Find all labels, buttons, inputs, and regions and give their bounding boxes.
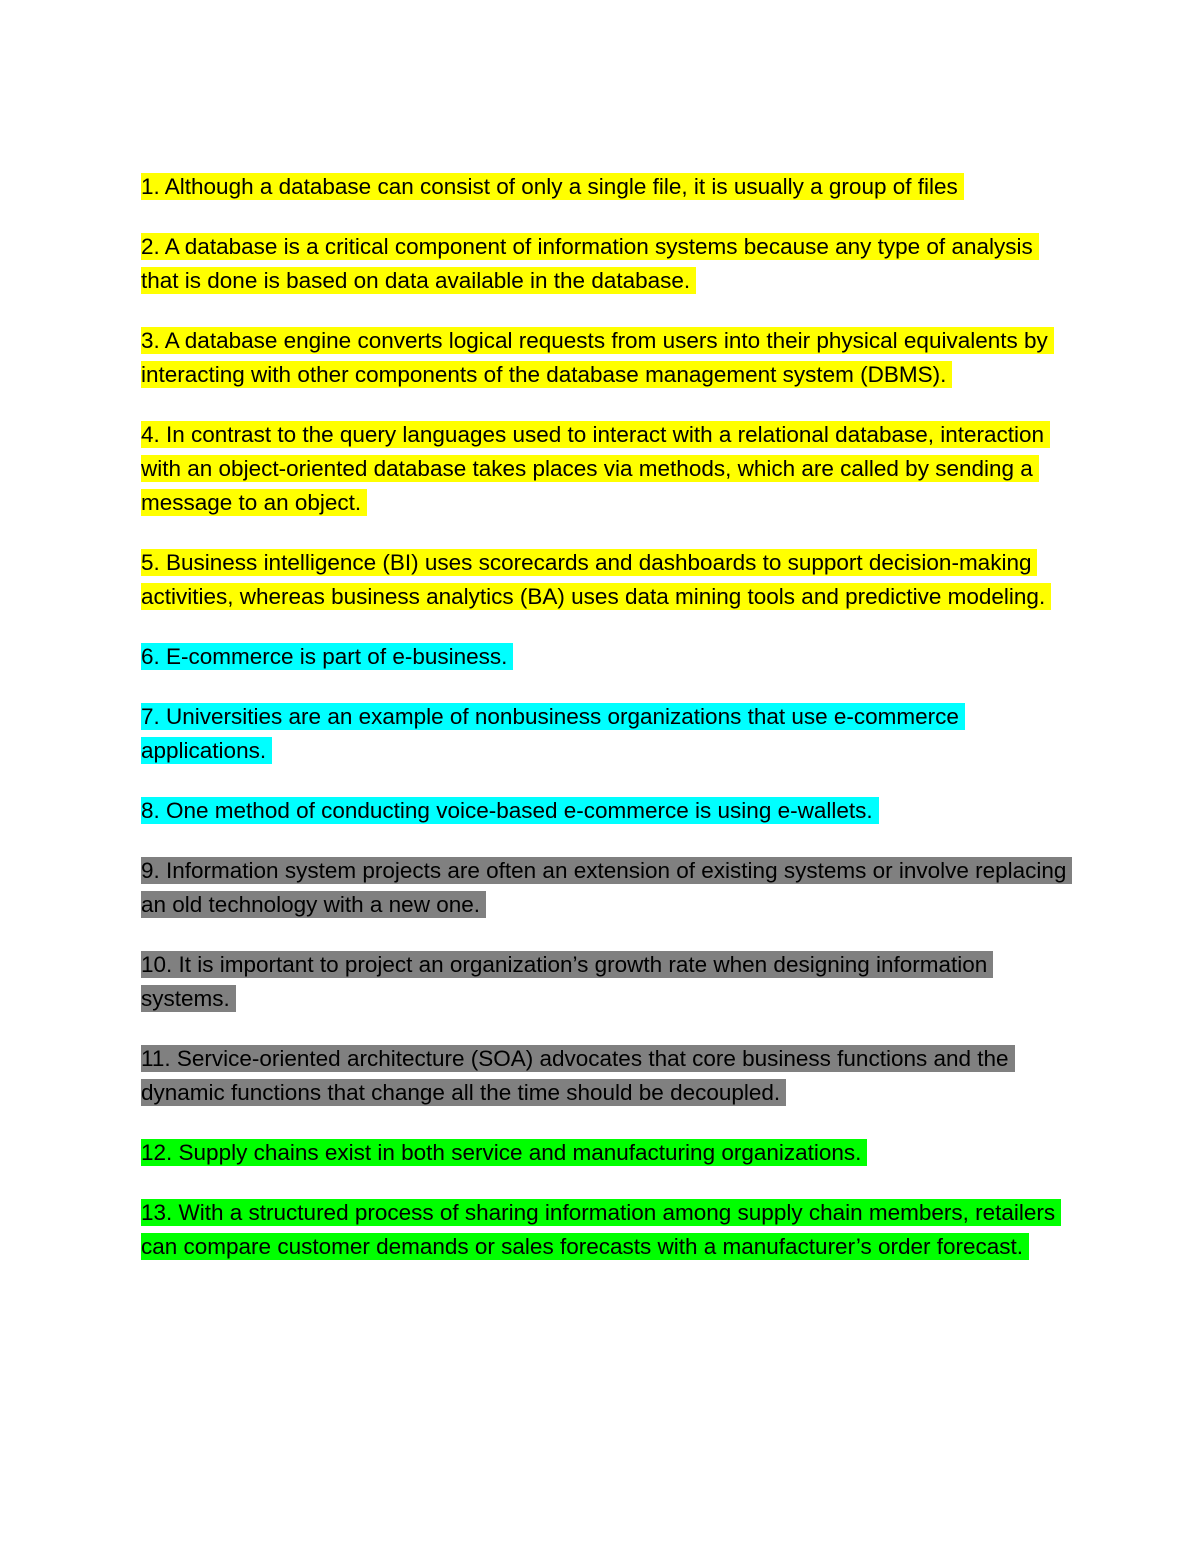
statement-11-text: 11. Service-oriented architecture (SOA) advocates that core business functions and the dynamic functions that change all the time should be decoupled. <box>141 1045 1015 1106</box>
statement-6 <box>141 640 1071 674</box>
statement-5-text: 5. Business intelligence (BI) uses scorecards and dashboards to support decision-making activities, whereas business analytics (BA) uses data mining tools and predictive modeling. <box>141 549 1051 610</box>
statement-3-text: 3. A database engine converts logical requests from users into their physical equivalents by interacting with other components of the database management system (DBMS). <box>141 327 1054 388</box>
statement-9-text: 9. Information system projects are often an extension of existing systems or involve replacing an old technology with a new one. <box>141 857 1072 918</box>
statement-4-text: 4. In contrast to the query languages used to interact with a relational database, interaction with an object-oriented database takes places via methods, which are called by sending a message to an object. <box>141 421 1050 516</box>
statement-10-text: 10. It is important to project an organization’s growth rate when designing information systems. <box>141 951 993 1012</box>
statement-10 <box>141 948 1071 1016</box>
statement-6-text: 6. E-commerce is part of e-business. <box>141 643 513 670</box>
statement-1-text: 1. Although a database can consist of only a single file, it is usually a group of files <box>141 173 964 200</box>
statement-2-text: 2. A database is a critical component of information systems because any type of analysis that is done is based on data available in the database. <box>141 233 1039 294</box>
statement-13-text: 13. With a structured process of sharing information among supply chain members, retailers can compare customer demands or sales forecasts with a manufacturer’s order forecast. <box>141 1199 1061 1260</box>
statement-5 <box>141 546 1071 614</box>
statement-1 <box>141 170 1071 204</box>
statement-12 <box>141 1136 1071 1170</box>
document-page <box>141 170 1071 1290</box>
statement-7 <box>141 700 1071 768</box>
statement-11 <box>141 1042 1071 1110</box>
statement-9 <box>141 854 1071 922</box>
statement-13 <box>141 1196 1071 1264</box>
statement-2 <box>141 230 1071 298</box>
statement-4 <box>141 418 1071 520</box>
statement-8-text: 8. One method of conducting voice-based e-commerce is using e-wallets. <box>141 797 879 824</box>
statement-7-text: 7. Universities are an example of nonbusiness organizations that use e-commerce applications. <box>141 703 965 764</box>
statement-12-text: 12. Supply chains exist in both service and manufacturing organizations. <box>141 1139 867 1166</box>
statement-8 <box>141 794 1071 828</box>
statement-3 <box>141 324 1071 392</box>
